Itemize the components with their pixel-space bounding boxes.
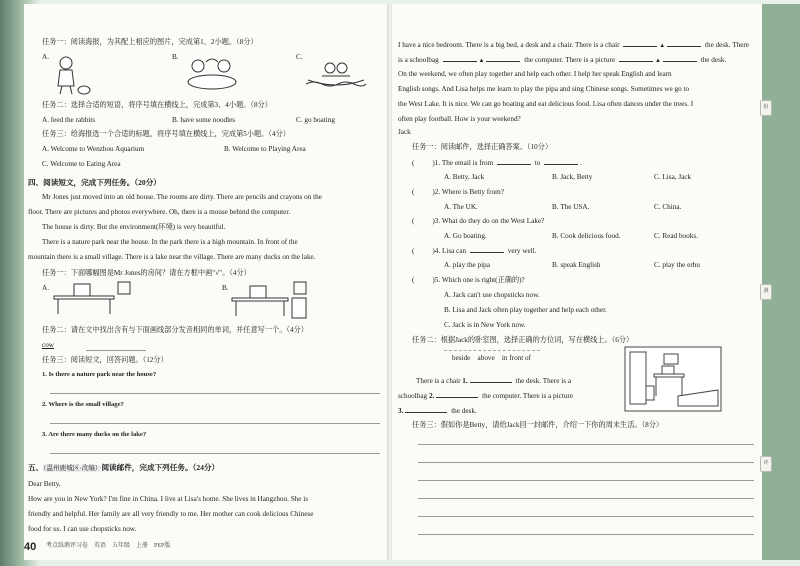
task2-title: 任务二：选择合适的短语，将序号填在横线上，完成第3、4小题。（8分）	[42, 101, 272, 109]
writing-line[interactable]	[418, 444, 754, 445]
room-b-label: B.	[222, 284, 229, 292]
writing-line[interactable]	[418, 498, 754, 499]
task1-title: 任务一：阅读海报，为其配上相应的图片，完成第1、2小题。（8分）	[42, 38, 258, 46]
task3-option-a: A. Welcome to Wenzhou Aquarium	[42, 145, 145, 153]
answer-line[interactable]	[86, 350, 146, 351]
edge-tab: 评	[760, 456, 772, 472]
section4-title: 四、阅读短文，完成下列任务。（20分）	[28, 178, 161, 187]
cow-word: cow	[42, 341, 54, 349]
answer-line[interactable]	[50, 423, 380, 424]
q2-option-c: C. China.	[654, 203, 682, 211]
passage-line: Mr Jones just moved into an old house. The rooms are dirty. There are pencils and crayons on the	[42, 193, 322, 201]
option-a-label: A.	[42, 53, 49, 61]
letter-line: How are you in New York? I'm fine in China. I live at Lisa's home. She lives in Hangzhou. She is	[28, 495, 309, 503]
word-bank-border	[444, 350, 540, 351]
passage-line: The house is dirty. But the environment(环境) is very beautiful.	[42, 223, 226, 231]
question-3: ( )3. What do they do on the West Lake?	[412, 217, 545, 225]
task2-option-b: B. have some noodles	[172, 116, 236, 124]
task2-title: 任务二：根据Jack的卧室图，选择正确的方位词，写在横线上。（6分）	[412, 336, 634, 344]
people-eating-illustration	[184, 54, 240, 92]
answer-line[interactable]	[50, 453, 380, 454]
letter-line: the West Lake. It is nice. We can go boating and eat delicious food. Lisa often dances under the trees. I	[398, 100, 694, 108]
letter-line: On the weekend, we often play together and help each other. I help her speak English and learn	[398, 70, 672, 78]
room-a-label: A.	[42, 284, 49, 292]
room-b-illustration	[230, 280, 314, 320]
q2-option-b: B. The USA.	[552, 203, 590, 211]
page-edge	[762, 4, 800, 560]
question-1: 1. Is there a nature park near the house?	[42, 371, 157, 378]
task3-option-b: B. Welcome to Playing Area	[224, 145, 306, 153]
question-1: ( )1. The email is from to .	[412, 159, 582, 167]
task1-title: 任务一：阅读邮件，选择正确答案。（10分）	[412, 143, 553, 151]
room-a-illustration	[52, 280, 132, 316]
question-4: ( )4. Lisa can very well.	[412, 247, 537, 255]
triangle-icon: ▲	[654, 58, 661, 64]
writing-line[interactable]	[418, 480, 754, 481]
right-page	[392, 4, 762, 560]
passage-line: There is a nature park near the house. In the park there is a high mountain. In front of the	[42, 238, 298, 246]
section5-source-tag: （温州鹿城区·改编）	[43, 465, 102, 472]
question-2: 2. Where is the small village?	[42, 401, 124, 408]
answer-line[interactable]	[50, 393, 380, 394]
question-5: ( )5. Which one is right(正确的)?	[412, 276, 525, 284]
task3-title: 任务三：假如你是Betty，请给Jack回一封邮件，介绍一下你的周末生活。（8分）	[412, 421, 664, 429]
fill-line-2: schoolbag 2. the computer. There is a picture	[398, 392, 574, 400]
task2-option-a: A. feed the rabbits	[42, 116, 96, 124]
writing-line[interactable]	[418, 534, 754, 535]
page-number: 40	[24, 541, 37, 553]
q4-task2: 任务二：请在文中找出含有与下面画线部分发音相同的单词，并任意写一个。（4分）	[42, 326, 308, 334]
fill-line-3: 3. the desk.	[398, 407, 477, 415]
task3-option-c: C. Welcome to Eating Area	[42, 160, 121, 168]
letter-line: friendly and helpful. Her family are all very friendly to me. Her mother can cook delicious Chinese	[28, 510, 314, 518]
q5-option-c: C. Jack is in New York now.	[444, 321, 526, 329]
letter-signature: Jack	[398, 128, 411, 136]
q3-option-a: A. Go boating.	[444, 232, 487, 240]
writing-line[interactable]	[418, 516, 754, 517]
letter-line: is a schoolbag ▲ the computer. There is a picture ▲ the desk.	[398, 56, 727, 64]
q4-option-b: B. speak English	[552, 261, 601, 269]
bedroom-illustration	[624, 346, 722, 412]
boy-feeding-illustration	[52, 54, 92, 96]
section5-title: 五、（温州鹿城区·改编）阅读邮件，完成下列任务。（24分）	[28, 463, 220, 472]
letter-line: food for us. I can use chopsticks now.	[28, 525, 137, 533]
q4-task1: 任务一：下面哪幅图是Mr Jones的房间？请在方框中画"√"。（4分）	[42, 269, 251, 277]
letter-line: English songs. And Lisa helps me learn to play the pipa and sing Chinese songs. Sometimes we go to	[398, 85, 690, 93]
triangle-icon: ▲	[478, 58, 485, 64]
question-3: 3. Are there many ducks on the lake?	[42, 431, 147, 438]
q4-option-a: A. play the pipa	[444, 261, 490, 269]
q5-option-a: A. Jack can't use chopsticks now.	[444, 291, 540, 299]
q1-option-c: C. Lisa, Jack	[654, 173, 692, 181]
fill-line-1: There is a chair 1. the desk. There is a	[416, 377, 572, 385]
passage-line: mountain there is a small village. There is a lake near the village. There are many ducks on the lake.	[28, 253, 316, 261]
word-bank: beside above in front of	[452, 354, 532, 362]
letter-line: Dear Betty,	[28, 480, 61, 488]
boating-illustration	[304, 56, 368, 90]
q4-option-c: C. play the erhu	[654, 261, 700, 269]
edge-tab: 测	[760, 284, 772, 300]
passage-line: floor. There are pictures and photos everywhere. Oh, there is a mouse behind the computer.	[28, 208, 291, 216]
option-b-label: B.	[172, 53, 179, 61]
q3-option-b: B. Cook delicious food.	[552, 232, 621, 240]
task2-option-c: C. go boating	[296, 116, 335, 124]
letter-line: often play football. How is your weekend?	[398, 115, 521, 123]
q2-option-a: A. The UK.	[444, 203, 478, 211]
q4-task3: 任务三：阅读短文，回答问题。（12分）	[42, 356, 168, 364]
footer-text: 考点练测评习卷 英语 五年级 上册 PEP版	[46, 543, 171, 549]
q1-option-a: A. Betty, Jack	[444, 173, 485, 181]
writing-line[interactable]	[418, 462, 754, 463]
task3-title: 任务三：给海报选一个合适的标题，将序号填在横线上，完成第5小题。（4分）	[42, 130, 290, 138]
option-c-label: C.	[296, 53, 303, 61]
left-page	[24, 4, 389, 560]
edge-tab: 拍	[760, 100, 772, 116]
q1-option-b: B. Jack, Betty	[552, 173, 593, 181]
q5-option-b: B. Lisa and Jack often play together and help each other.	[444, 306, 607, 314]
letter-line: I have a nice bedroom. There is a big bed, a desk and a chair. There is a chair ▲ the desk. There	[398, 41, 749, 49]
q3-option-c: C. Read books.	[654, 232, 698, 240]
triangle-icon: ▲	[659, 43, 666, 49]
question-2: ( )2. Where is Betty from?	[412, 188, 504, 196]
